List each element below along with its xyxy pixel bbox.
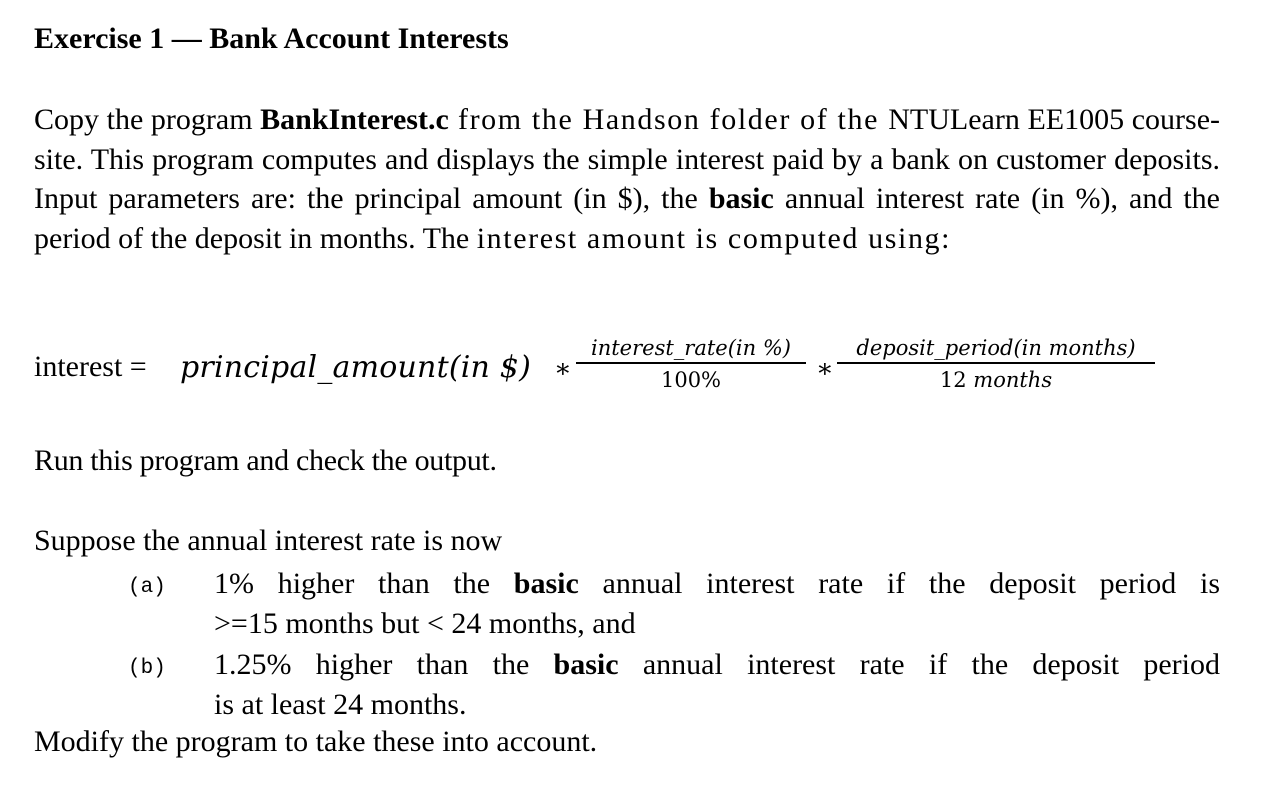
intro-text-2: from the Handson folder of the	[448, 103, 889, 136]
condition-a-text-2: annual interest rate if the deposit period is	[578, 567, 1220, 600]
program-name: BankInterest.c	[260, 103, 449, 136]
condition-b-text-1: 1.25% higher than the	[214, 648, 554, 681]
condition-a-text-3: >=15 months but < 24 months, and	[214, 607, 636, 640]
condition-marker-b: (b)	[128, 657, 166, 680]
fraction-deposit-period	[837, 336, 1155, 392]
intro-text-5: interest amount is computed using:	[476, 221, 952, 255]
interest-formula	[34, 336, 1220, 416]
fraction-1-numerator: interest_rate(in %)	[591, 336, 791, 360]
fraction-2-numerator: deposit_period(in months)	[856, 336, 1136, 360]
fraction-1-denominator: 100%	[660, 368, 722, 392]
condition-a-basic: basic	[513, 567, 579, 600]
fraction-2-denominator-value: 12	[939, 368, 974, 392]
fraction-2-denominator-unit: months	[973, 368, 1053, 392]
intro-text-3: NTULearn EE1005 course-site. This program computes and displays the simple interest paid by a bank on customer deposits. Input parameters are: the principal amount (in $), the	[34, 103, 1220, 215]
condition-b-text-2: annual interest rate if the deposit period	[618, 648, 1221, 681]
condition-a-text-1: 1% higher than the	[214, 567, 514, 600]
formula-times-1: ∗	[554, 354, 572, 383]
intro-text-4: annual interest rate (in %), and the period of the deposit in months. The	[34, 182, 1220, 255]
run-instruction: Run this program and check the output.	[34, 444, 497, 477]
formula-principal: principal_amount(in $)	[180, 350, 531, 385]
condition-marker-a: (a)	[128, 576, 166, 599]
condition-text-b	[214, 645, 1220, 725]
fraction-interest-rate	[576, 336, 806, 392]
condition-text-a	[214, 564, 1220, 644]
formula-lhs: interest =	[34, 350, 147, 383]
suppose-text: Suppose the annual interest rate is now	[34, 524, 503, 557]
exercise-title: Exercise 1 — Bank Account Interests	[34, 22, 509, 55]
condition-b-basic: basic	[553, 648, 619, 681]
intro-text-1: Copy the program	[34, 103, 261, 136]
basic-keyword: basic	[708, 182, 774, 215]
formula-times-2: ∗	[816, 354, 834, 383]
condition-b-text-3: is at least 24 months.	[214, 688, 467, 721]
fraction-2-denominator	[837, 364, 1155, 392]
intro-paragraph	[34, 100, 1220, 258]
modify-instruction: Modify the program to take these into account.	[34, 725, 598, 758]
